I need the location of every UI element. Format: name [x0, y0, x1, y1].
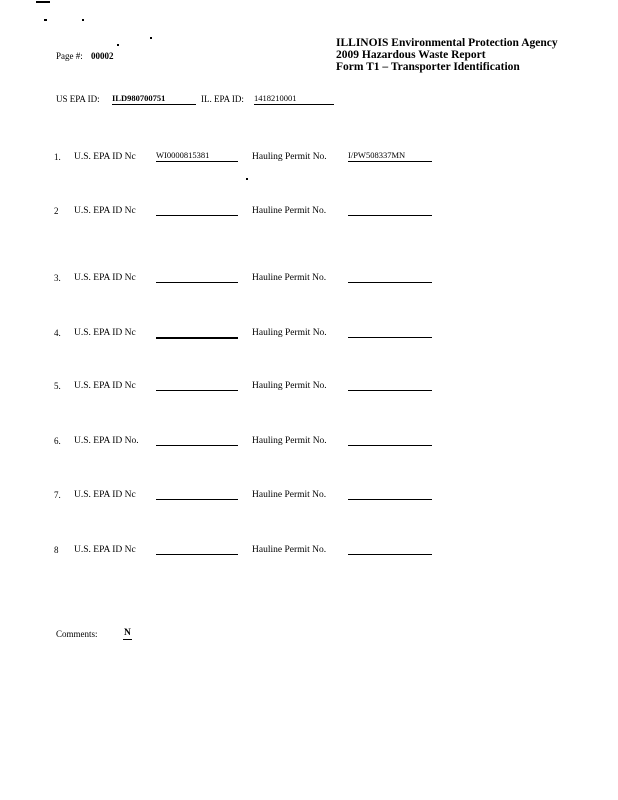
row-number: 2	[54, 206, 59, 216]
scan-mark	[82, 19, 84, 21]
transporter-row	[0, 542, 618, 558]
epa-id-field	[156, 325, 238, 339]
scan-mark	[36, 1, 50, 3]
report-title: 2009 Hazardous Waste Report	[336, 49, 486, 61]
hauling-permit-label: Hauline Permit No.	[252, 545, 327, 555]
epa-id-field	[156, 378, 238, 391]
epa-id-label: U.S. EPA ID Nc	[74, 273, 136, 283]
epa-id-field	[156, 203, 238, 216]
hauling-permit-label: Hauline Permit No.	[252, 490, 327, 500]
epa-id-label: U.S. EPA ID Nc	[74, 152, 136, 162]
epa-id-field	[156, 270, 238, 283]
epa-id-label: U.S. EPA ID Nc	[74, 381, 136, 391]
epa-id-field	[156, 433, 238, 446]
epa-id-label: U.S. EPA ID Nc	[74, 206, 136, 216]
hauling-permit-label: Hauline Permit No.	[252, 206, 327, 216]
hauling-permit-label: Hauling Permit No.	[252, 328, 327, 338]
scan-mark	[117, 44, 119, 46]
epa-id-field	[156, 149, 238, 162]
transporter-row	[0, 325, 618, 341]
row-number: 3.	[54, 273, 61, 283]
hauling-permit-field	[348, 542, 432, 555]
hauling-permit-field	[348, 203, 432, 216]
hauling-permit-field	[348, 149, 432, 162]
transporter-row	[0, 203, 618, 219]
scan-mark	[246, 178, 248, 180]
page-number: 00002	[91, 51, 114, 61]
row-number: 5.	[54, 381, 61, 391]
hauling-permit-field	[348, 325, 432, 338]
scan-mark	[150, 37, 152, 39]
us-epa-id-label: US EPA ID:	[56, 94, 100, 104]
form-title: Form T1 – Transporter Identification	[336, 61, 520, 73]
comments-value: N	[124, 628, 131, 638]
hauling-permit-field	[348, 378, 432, 391]
epa-id-field	[156, 542, 238, 555]
epa-id-field	[156, 487, 238, 500]
transporter-row	[0, 433, 618, 449]
transporter-row	[0, 487, 618, 503]
transporter-row	[0, 149, 618, 165]
hauling-permit-label: Hauling Permit No.	[252, 152, 327, 162]
il-epa-id-field	[254, 93, 334, 105]
us-epa-id-field	[112, 93, 196, 105]
row-number: 8	[54, 545, 59, 555]
row-number: 7.	[54, 490, 61, 500]
hauling-permit-field	[348, 487, 432, 500]
page-number-line	[56, 51, 114, 61]
page-label: Page #:	[56, 51, 83, 61]
hauling-permit-label: Hauline Permit No.	[252, 273, 327, 283]
us-epa-id-value: ILD980700751	[112, 93, 166, 103]
epa-id-label: U.S. EPA ID Nc	[74, 328, 136, 338]
hauling-permit-value: I/PW508337MN	[348, 150, 406, 160]
row-number: 1.	[54, 152, 61, 162]
scan-mark	[44, 19, 47, 21]
hauling-permit-label: Hauling Permit No.	[252, 381, 327, 391]
transporter-row	[0, 378, 618, 394]
epa-id-value: WI0000815381	[156, 150, 210, 160]
hauling-permit-field	[348, 270, 432, 283]
il-epa-id-value: 1418210001	[254, 93, 297, 103]
hauling-permit-field	[348, 433, 432, 446]
row-number: 4.	[54, 328, 61, 338]
comments-label: Comments:	[56, 629, 98, 639]
il-epa-id-label: IL. EPA ID:	[201, 94, 244, 104]
row-number: 6.	[54, 436, 61, 446]
comments-field	[123, 627, 132, 640]
transporter-row	[0, 270, 618, 286]
epa-id-label: U.S. EPA ID No.	[74, 436, 139, 446]
epa-id-label: U.S. EPA ID Nc	[74, 545, 136, 555]
agency-title: ILLINOIS Environmental Protection Agency	[336, 37, 558, 49]
epa-id-label: U.S. EPA ID Nc	[74, 490, 136, 500]
hauling-permit-label: Hauling Permit No.	[252, 436, 327, 446]
